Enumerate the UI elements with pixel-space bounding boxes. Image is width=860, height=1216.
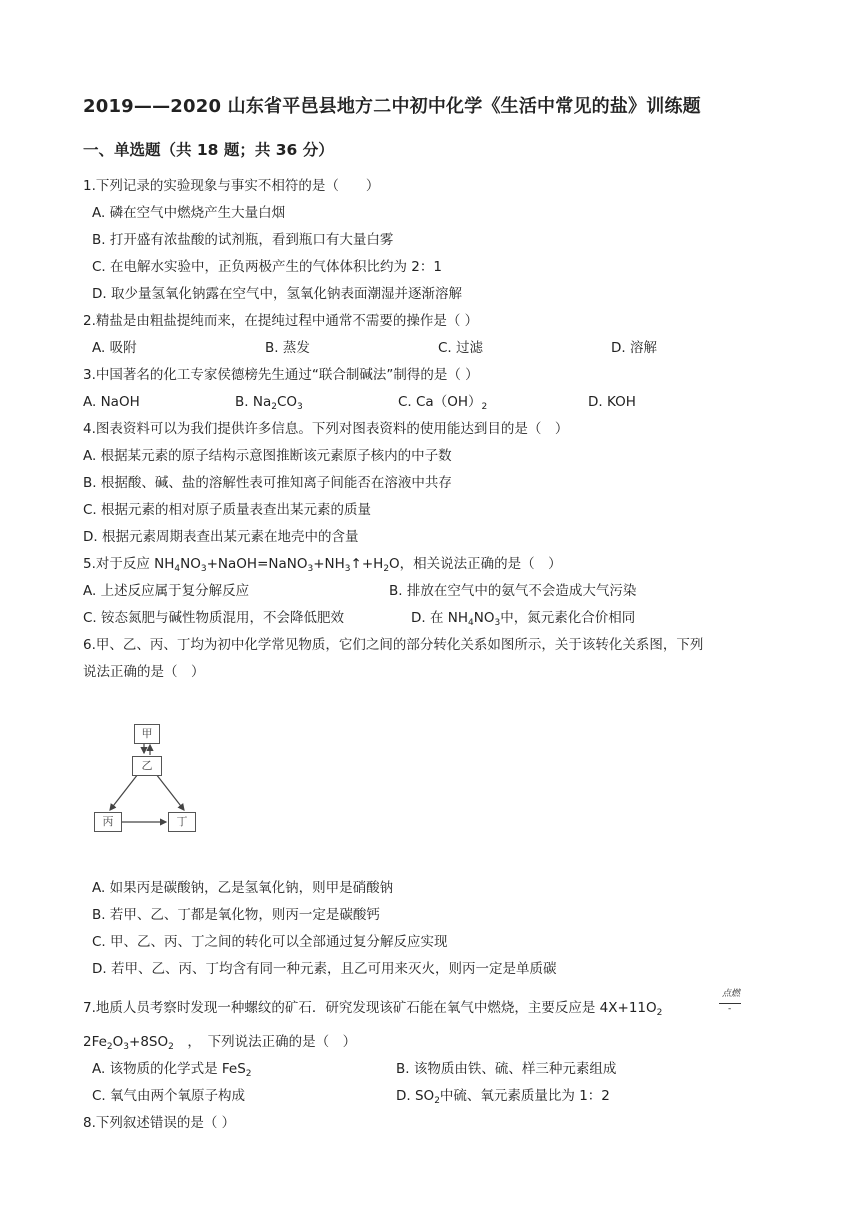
question-1-option-b: B. 打开盛有浓盐酸的试剂瓶，看到瓶口有大量白雾 [92, 232, 394, 248]
question-7-option-c: C. 氧气由两个氧原子构成 [92, 1088, 246, 1104]
node-jia: 甲 [134, 724, 160, 744]
node-yi: 乙 [132, 756, 162, 776]
question-7-option-b: B. 该物质由铁、硫、样三种元素组成 [396, 1061, 617, 1077]
reaction-condition: 点燃 [722, 989, 741, 999]
question-7-stem-line-2: $2Fe_2O_3+8SO_2$ ， 下列说法正确的是（ ） [83, 1034, 357, 1052]
question-5-stem: 5.对于反应 $NH_4NO_3+NaOH=NaNO_3+NH_3↑+H_2O$，相关说法正确的是（ ） [83, 556, 562, 574]
question-3-option-b: B. $Na_2CO_3$ [235, 394, 303, 412]
question-2-option-b: B. 蒸发 [265, 340, 310, 356]
question-1-option-a: A. 磷在空气中燃烧产生大量白烟 [92, 205, 286, 221]
question-7-option-a: A. 该物质的化学式是 FeS$_2$ [92, 1061, 252, 1079]
question-1-option-c: C. 在电解水实验中，正负两极产生的气体体积比约为 2：1 [92, 259, 442, 275]
question-4-option-d: D. 根据元素周期表查出某元素在地壳中的含量 [83, 529, 359, 545]
question-6-option-d: D. 若甲、乙、丙、丁均含有同一种元素，且乙可用来灭火，则丙一定是单质碳 [92, 961, 557, 977]
conversion-diagram [90, 718, 220, 838]
node-bing: 丙 [94, 812, 122, 832]
question-4-option-b: B. 根据酸、碱、盐的溶解性表可推知离子间能否在溶液中共存 [83, 475, 452, 491]
question-6-stem-line-2: 说法正确的是（ ） [83, 664, 205, 680]
question-7-option-d: D. $SO_2$中硫、氧元素质量比为 1：2 [396, 1088, 610, 1106]
question-5-option-b: B. 排放在空气中的氨气不会造成大气污染 [389, 583, 637, 599]
question-6-option-a: A. 如果丙是碳酸钠，乙是氢氧化钠，则甲是硝酸钠 [92, 880, 394, 896]
question-3-option-c: C. $Ca(OH)_2$ [398, 394, 488, 412]
reaction-arrow-mark: - [728, 1004, 732, 1014]
question-1-stem: 1.下列记录的实验现象与事实不相符的是（ ） [83, 178, 380, 194]
question-4-stem: 4.图表资料可以为我们提供许多信息。下列对图表资料的使用能达到目的是（ ） [83, 421, 569, 437]
question-2-option-a: A. 吸附 [92, 340, 137, 356]
question-3-option-a: A. NaOH [83, 394, 140, 410]
question-5-option-a: A. 上述反应属于复分解反应 [83, 583, 250, 599]
question-3-option-d: D. KOH [588, 394, 636, 410]
question-3-stem: 3.中国著名的化工专家侯德榜先生通过“联合制碱法”制得的是（ ） [83, 367, 479, 383]
question-4-option-c: C. 根据元素的相对原子质量表查出某元素的质量 [83, 502, 372, 518]
question-4-option-a: A. 根据某元素的原子结构示意图推断该元素原子核内的中子数 [83, 448, 452, 464]
question-2-stem: 2.精盐是由粗盐提纯而来，在提纯过程中通常不需要的操作是（ ） [83, 313, 479, 329]
question-1-option-d: D. 取少量氢氧化钠露在空气中，氢氧化钠表面潮湿并逐渐溶解 [92, 286, 462, 302]
question-6-option-b: B. 若甲、乙、丁都是氧化物，则丙一定是碳酸钙 [92, 907, 380, 923]
section-heading: 一、单选题（共 18 题；共 36 分） [83, 141, 334, 159]
question-5-option-d: D. 在 $NH_4NO_3$中，氮元素化合价相同 [411, 610, 636, 628]
page-title: 2019——2020 山东省平邑县地方二中初中化学《生活中常见的盐》训练题 [83, 96, 701, 117]
question-2-option-d: D. 溶解 [611, 340, 657, 356]
question-5-option-c: C. 铵态氮肥与碱性物质混用，不会降低肥效 [83, 610, 345, 626]
question-6-option-c: C. 甲、乙、丙、丁之间的转化可以全部通过复分解反应实现 [92, 934, 448, 950]
node-ding: 丁 [168, 812, 196, 832]
question-8-stem: 8.下列叙述错误的是（ ） [83, 1115, 236, 1131]
question-7-stem-line-1: 7.地质人员考察时发现一种螺纹的矿石．研究发现该矿石能在氧气中燃烧，主要反应是 $4X+11O_2$ [83, 1000, 663, 1018]
question-2-option-c: C. 过滤 [438, 340, 484, 356]
question-6-stem-line-1: 6.甲、乙、丙、丁均为初中化学常见物质，它们之间的部分转化关系如图所示，关于该转化关系图，下列 [83, 637, 704, 653]
